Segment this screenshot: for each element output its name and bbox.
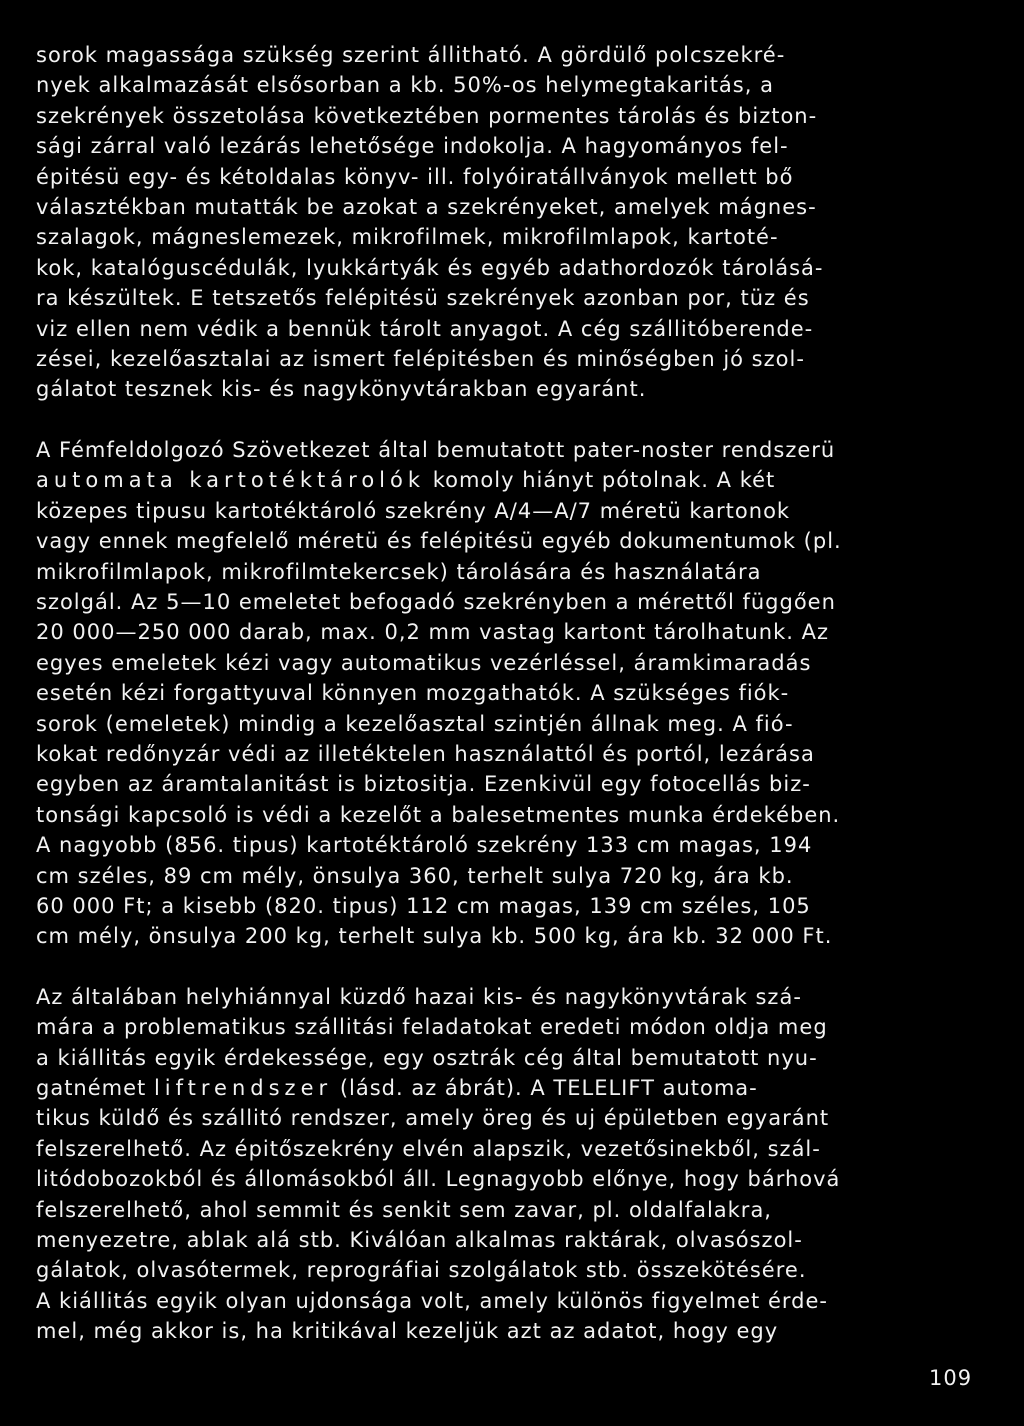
- page-body: [36, 40, 996, 1347]
- text-line: menyezetre, ablak alá stb. Kiválóan alkalmas raktárak, olvasószol-: [36, 1228, 803, 1253]
- text-line: cm széles, 89 cm mély, önsulya 360, terhelt sulya 720 kg, ára kb.: [36, 863, 794, 888]
- spaced-emphasis: automata kartotéktárolók: [36, 468, 426, 493]
- text-line: [36, 435, 996, 465]
- text-line: sorok (emeletek) mindig a kezelőasztal szintjén állnak meg. A fió-: [36, 711, 794, 736]
- text-line: [36, 465, 996, 495]
- text-line: tikus küldő és szállitó rendszer, amely öreg és uj épületben egyaránt: [36, 1106, 830, 1131]
- text-line: szolgál. Az 5—10 emeletet befogadó szekrényben a mérettől függően: [36, 589, 836, 614]
- text-line: [36, 1073, 996, 1103]
- paragraph-gap: [36, 952, 996, 982]
- text-line: A nagyobb (856. tipus) kartotéktároló szekrény 133 cm magas, 194: [36, 833, 813, 858]
- text-line: sorok magassága szükség szerint állitható. A gördülő polcszekré-: [36, 43, 786, 67]
- text-line: épitésü egy- és kétoldalas könyv- ill. folyóiratállványok mellett bő: [36, 164, 794, 189]
- text-line: felszerelhető. Az épitőszekrény elvén alapszik, vezetősinekből, szál-: [36, 1136, 821, 1161]
- text-line: esetén kézi forgattyuval könnyen mozgathatók. A szükséges fiók-: [36, 681, 790, 706]
- text-line: Az általában helyhiánnyal küzdő hazai kis- és nagykönyvtárak szá-: [36, 984, 802, 1009]
- text-line: választékban mutatták be azokat a szekrényeket, amelyek mágnes-: [36, 195, 817, 220]
- text-segment: komoly hiányt pótolnak. A két: [425, 468, 776, 493]
- text-segment: gatnémet: [36, 1076, 154, 1100]
- text-line: mel, még akkor is, ha kritikával kezeljük azt az adatot, hogy egy: [36, 1319, 779, 1344]
- text-line: 20 000—250 000 darab, max. 0,2 mm vastag kartont tárolhatunk. Az: [36, 620, 829, 645]
- text-line: zései, kezelőasztalai az ismert felépitésben és minőségben jó szol-: [36, 347, 805, 372]
- text-segment: (lásd. az ábrát). A TELELIFT automa-: [332, 1076, 758, 1100]
- text-line: ra készültek. E tetszetős felépitésü szekrények azonban por, tüz és: [36, 286, 810, 311]
- text-line: kokat redőnyzár védi az illetéktelen használattól és portól, lezárása: [36, 741, 815, 766]
- text-line: egyes emeletek kézi vagy automatikus vezérléssel, áramkimaradás: [36, 650, 812, 675]
- text-line: litódobozokból és állomásokból áll. Legnagyobb előnye, hogy bárhová: [36, 1167, 841, 1192]
- paragraph-gap: [36, 405, 996, 435]
- text-line: 60 000 Ft; a kisebb (820. tipus) 112 cm magas, 139 cm széles, 105: [36, 893, 811, 918]
- text-line: a kiállitás egyik érdekessége, egy osztrák cég által bemutatott nyu-: [36, 1045, 818, 1070]
- text-line: kok, katalóguscédulák, lyukkártyák és egyéb adathordozók tárolásá-: [36, 255, 824, 280]
- text-line: szekrények összetolása következtében pormentes tárolás és bizton-: [36, 103, 818, 128]
- text-line: közepes tipusu kartotéktároló szekrény A/4—A/7 méretü kartonok: [36, 498, 791, 523]
- text-line: szalagok, mágneslemezek, mikrofilmek, mikrofilmlapok, kartoté-: [36, 225, 779, 250]
- text-line: egyben az áramtalanitást is biztositja. Ezenkivül egy fotocellás biz-: [36, 772, 811, 797]
- text-line: felszerelhető, ahol semmit és senkit sem zavar, pl. oldalfalakra,: [36, 1197, 772, 1222]
- text-line: sági zárral való lezárás lehetősége indokolja. A hagyományos fel-: [36, 134, 789, 159]
- text-line: cm mély, önsulya 200 kg, terhelt sulya kb. 500 kg, ára kb. 32 000 Ft.: [36, 924, 833, 949]
- text-line: gálatot tesznek kis- és nagykönyvtárakban egyaránt.: [36, 377, 647, 402]
- text-line: nyek alkalmazását elsősorban a kb. 50%-os helymegtakaritás, a: [36, 73, 774, 98]
- text-segment: A Fémfeldolgozó Szövetkezet által bemutatott pater-noster rendszerü: [36, 437, 836, 462]
- text-line: mára a problematikus szállitási feladatokat eredeti módon oldja meg: [36, 1015, 828, 1040]
- text-line: viz ellen nem védik a bennük tárolt anyagot. A cég szállitóberende-: [36, 316, 814, 341]
- text-line: mikrofilmlapok, mikrofilmtekercsek) tárolására és használatára: [36, 559, 762, 584]
- page-number: 109: [929, 1366, 973, 1390]
- paragraph-telelift: [36, 982, 996, 1347]
- text-line: gálatok, olvasótermek, reprográfiai szolgálatok stb. összekötésére.: [36, 1258, 807, 1283]
- paragraph-card-storage: [36, 435, 996, 952]
- text-line: tonsági kapcsoló is védi a kezelőt a balesetmentes munka érdekében.: [36, 802, 841, 827]
- text-line: vagy ennek megfelelő méretü és felépitésü egyéb dokumentumok (pl.: [36, 529, 842, 554]
- text-line: A kiállitás egyik olyan ujdonsága volt, amely különös figyelmet érde-: [36, 1288, 828, 1313]
- paragraph-shelving: [36, 40, 996, 405]
- spaced-emphasis: liftrendszer: [153, 1076, 333, 1100]
